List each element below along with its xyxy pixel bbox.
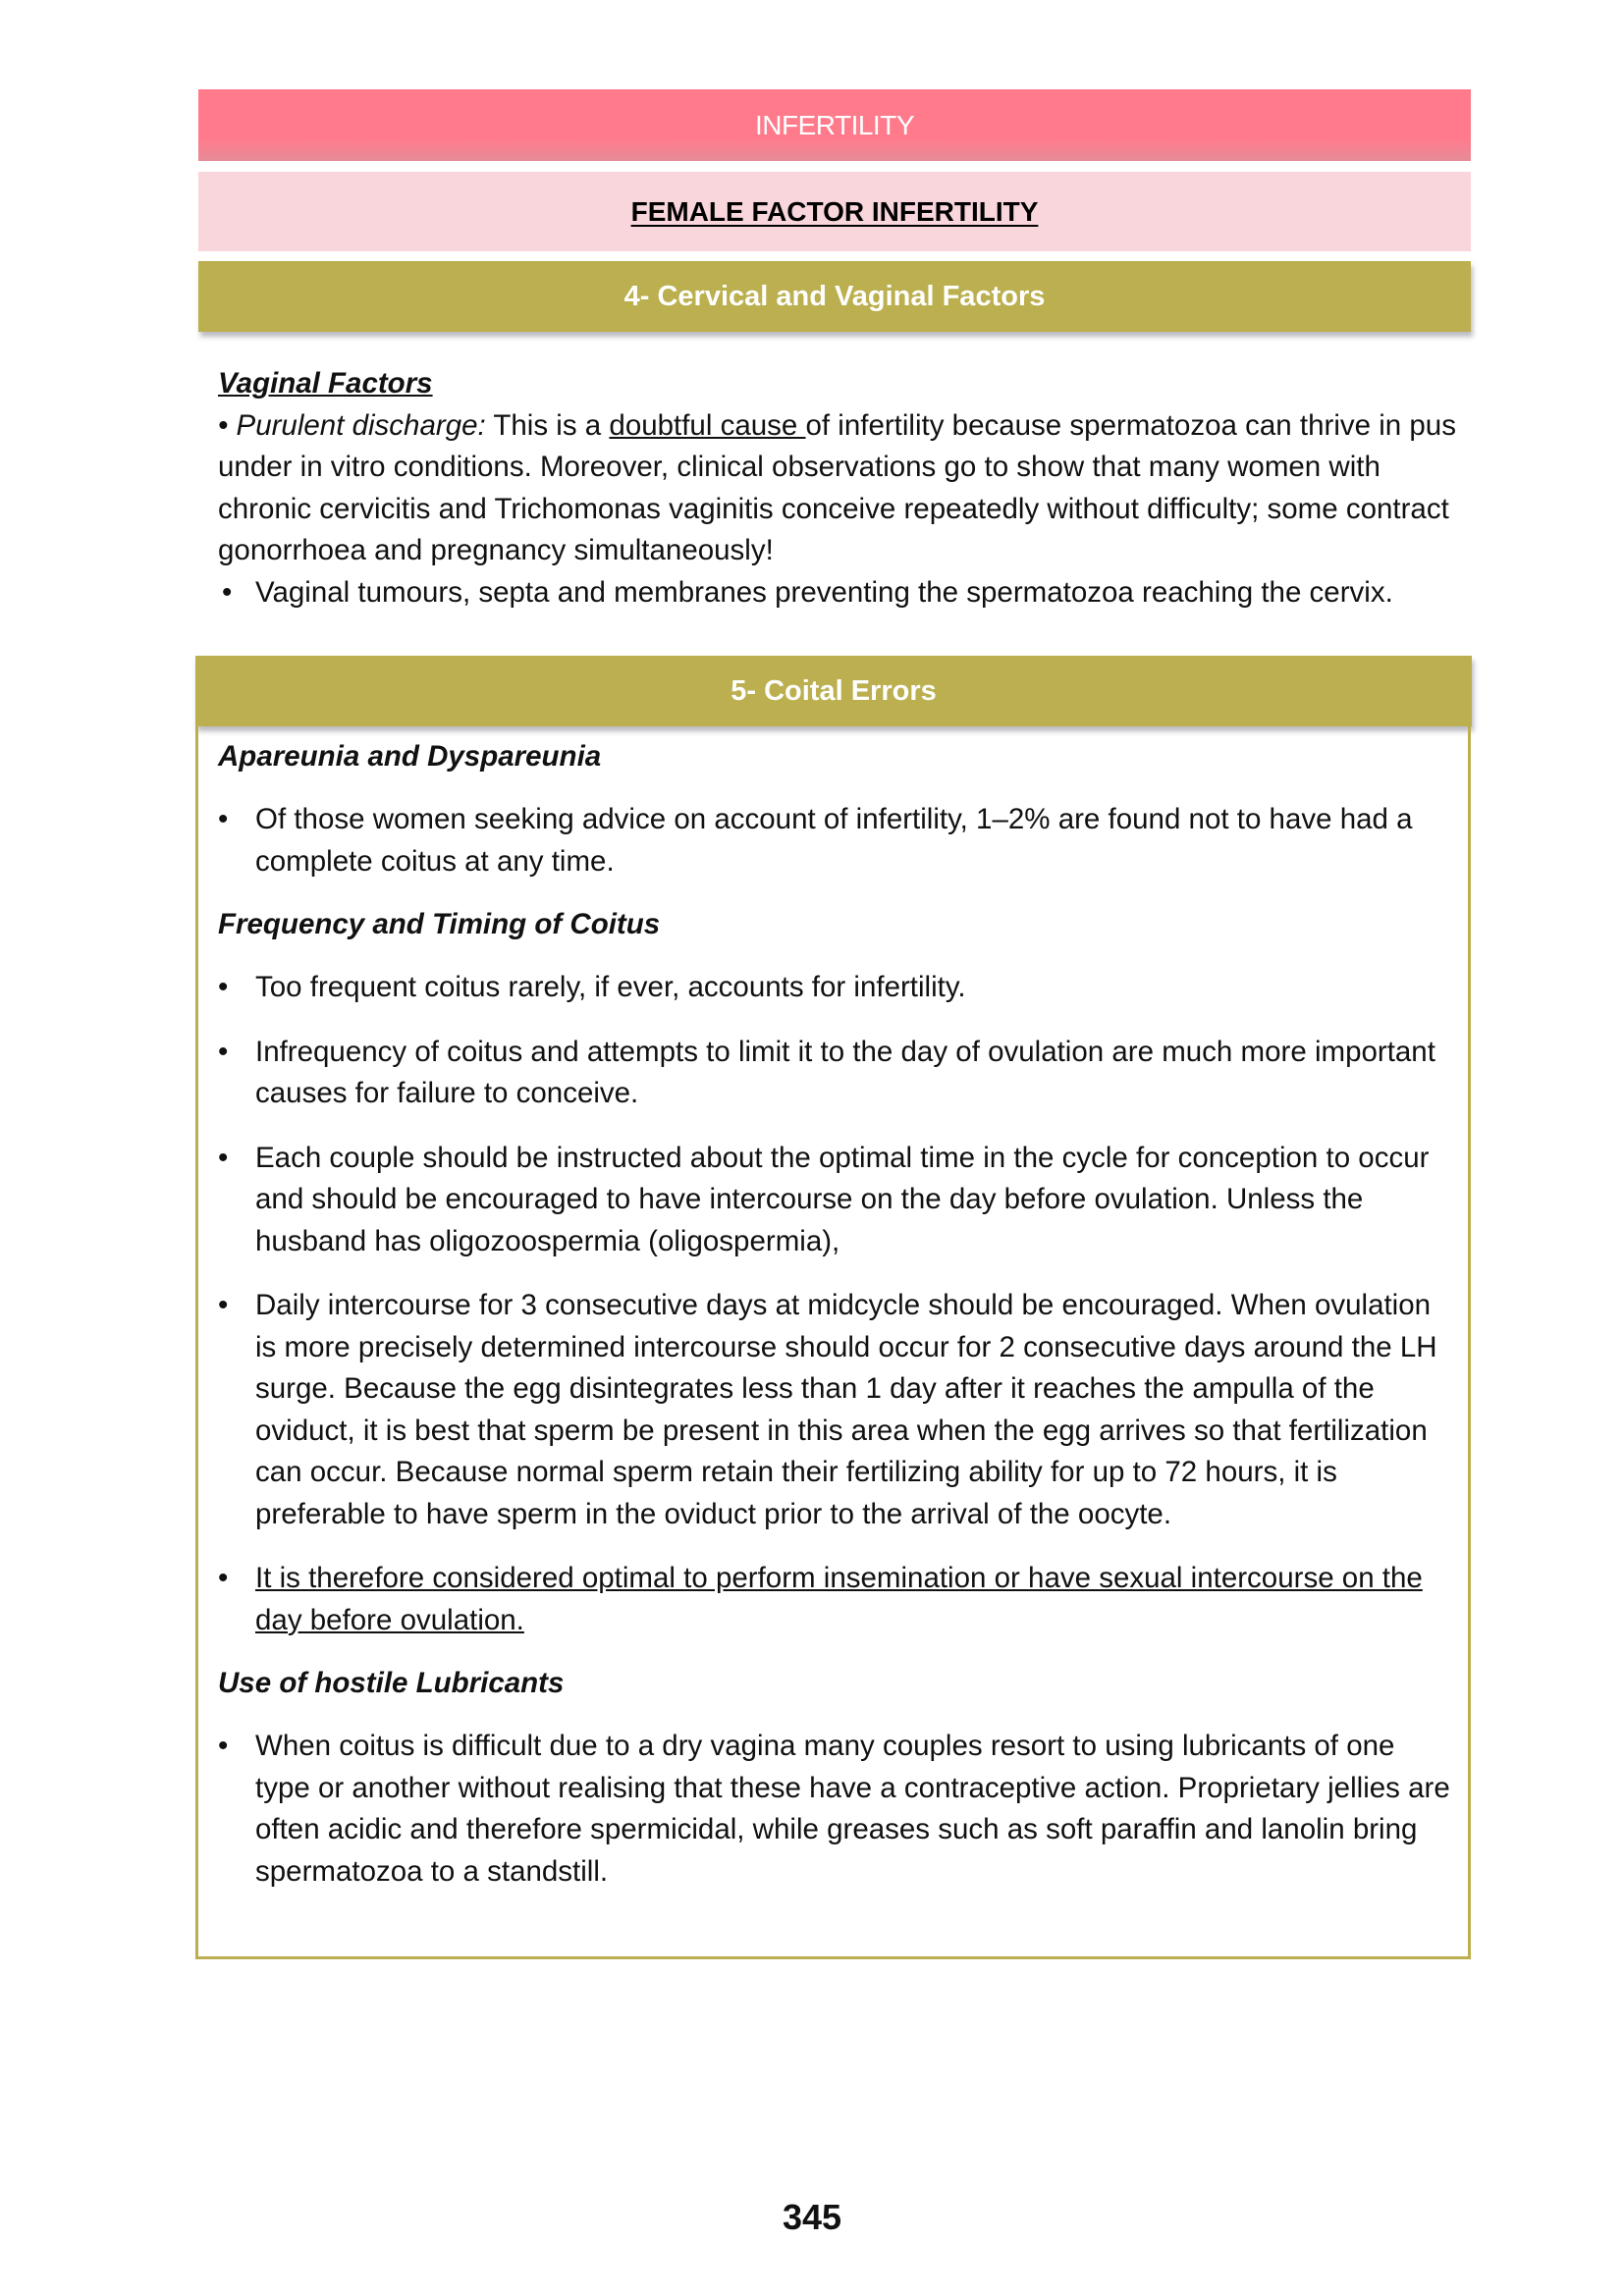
list-item: [218, 1138, 1450, 1263]
purulent-label: • Purulent discharge:: [218, 408, 486, 442]
list-item: [218, 1726, 1450, 1893]
vaginal-tumours-bullet: [218, 572, 1465, 614]
bullet-icon: •: [218, 1289, 229, 1321]
bullet-icon: •: [218, 1730, 229, 1762]
list-item-emphasized: [218, 1558, 1450, 1641]
list-item-text: Too frequent coitus rarely, if ever, accounts for infertility.: [255, 971, 966, 1003]
lubricants-heading: Use of hostile Lubricants: [218, 1667, 565, 1699]
bullet-icon: •: [218, 1035, 229, 1068]
purulent-text-post: of infertility because spermatozoa can thrive in pus under in vitro conditions. Moreover, clinical observations go to show that many women with chronic cervicitis and Trichomonas vaginitis conceive repeatedly without difficulty; some contract gonorrhoea and pregnancy simultaneously!: [218, 408, 1456, 566]
section-4-header: [198, 261, 1471, 332]
chapter-title: INFERTILITY: [754, 109, 914, 140]
coital-errors-box: [195, 726, 1471, 1959]
frequency-heading: Frequency and Timing of Coitus: [218, 908, 661, 940]
purulent-text-pre: This is a: [485, 408, 610, 442]
bullet-icon: •: [222, 575, 233, 609]
bullet-text: Vaginal tumours, septa and membranes preventing the spermatozoa reaching the cervix.: [255, 575, 1393, 609]
section-4-title: 4- Cervical and Vaginal Factors: [623, 280, 1046, 312]
vaginal-factors-section: [218, 363, 1465, 614]
apareunia-heading: Apareunia and Dyspareunia: [218, 740, 602, 773]
list-item: [218, 967, 1450, 1009]
section-5-header: [195, 656, 1472, 726]
bullet-icon: •: [218, 803, 229, 835]
list-item-text: Each couple should be instructed about the optimal time in the cycle for conception to occur and should be encouraged to have intercourse on the day before ovulation. Unless the husband has oligozoospermia (oligospermia),: [255, 1141, 1430, 1257]
list-item-text: Of those women seeking advice on account of infertility, 1–2% are found not to have had a complete coitus at any time.: [255, 803, 1413, 878]
doubtful-cause-emphasis: doubtful cause: [609, 408, 806, 442]
subtitle: FEMALE FACTOR INFERTILITY: [630, 195, 1039, 227]
subtitle-bar: [198, 172, 1471, 251]
list-item: [218, 1285, 1450, 1535]
list-item-text: Infrequency of coitus and attempts to limit it to the day of ovulation are much more important causes for failure to conceive.: [255, 1035, 1435, 1109]
bullet-icon: •: [218, 1562, 229, 1594]
list-item: [218, 1032, 1450, 1115]
page-number: 345: [782, 2197, 842, 2237]
bullet-icon: •: [218, 1141, 229, 1174]
bullet-icon: •: [218, 971, 229, 1003]
list-item-text: When coitus is difficult due to a dry vagina many couples resort to using lubricants of one type or another without realising that these have a contraceptive action. Proprietary jellies are often acidic and therefore spermicidal, while greases such as soft paraffin and lanolin bring spermatozoa to a standstill.: [255, 1730, 1450, 1888]
vaginal-factors-heading: Vaginal Factors: [218, 367, 433, 400]
section-5-title: 5- Coital Errors: [731, 674, 937, 707]
list-item-text: Daily intercourse for 3 consecutive days at midcycle should be encouraged. When ovulation is more precisely determined intercourse should occur for 2 consecutive days around the LH surge. Because the egg disintegrates less than 1 day after it reaches the ampulla of the oviduct, it is best that sperm be present in this area when the egg arrives so that fertilization can occur. Because normal sperm retain their fertilizing ability for up to 72 hours, it is preferable to have sperm in the oviduct prior to the arrival of the oocyte.: [255, 1289, 1437, 1530]
chapter-title-bar: [198, 89, 1471, 161]
list-item-text: It is therefore considered optimal to perform insemination or have sexual intercourse on the day before ovulation.: [255, 1562, 1423, 1636]
list-item: [218, 799, 1450, 882]
purulent-discharge-paragraph: [218, 405, 1465, 572]
